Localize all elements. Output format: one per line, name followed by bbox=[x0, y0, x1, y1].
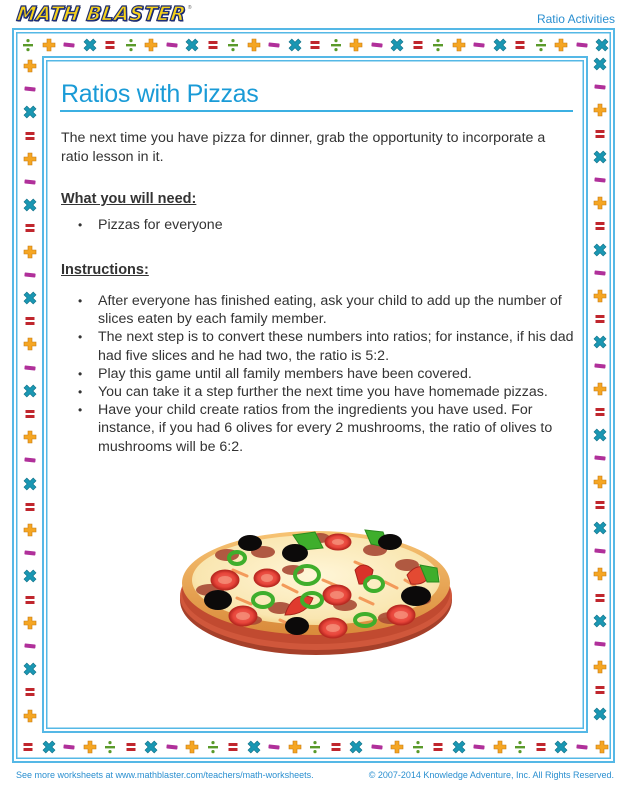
bullet: • bbox=[78, 366, 83, 381]
times-icon bbox=[23, 291, 37, 305]
minus-icon bbox=[23, 175, 37, 189]
divide-icon bbox=[513, 740, 527, 754]
plus-icon bbox=[144, 38, 158, 52]
equals-icon bbox=[23, 685, 37, 699]
minus-icon bbox=[165, 740, 179, 754]
needs-heading: What you will need: bbox=[61, 191, 197, 207]
equals-icon bbox=[206, 38, 220, 52]
equals-icon bbox=[534, 740, 548, 754]
plus-icon bbox=[593, 660, 607, 674]
times-icon bbox=[593, 243, 607, 257]
times-icon bbox=[593, 150, 607, 164]
plus-icon bbox=[390, 740, 404, 754]
plus-icon bbox=[593, 475, 607, 489]
instructions-heading: Instructions: bbox=[61, 262, 149, 278]
times-icon bbox=[593, 57, 607, 71]
plus-icon bbox=[23, 59, 37, 73]
plus-icon bbox=[23, 245, 37, 259]
intro-paragraph: The next time you have pizza for dinner, grab the opportunity to incorporate a ratio lesson in it. bbox=[61, 130, 546, 165]
minus-icon bbox=[267, 38, 281, 52]
equals-icon bbox=[23, 129, 37, 143]
plus-icon bbox=[23, 430, 37, 444]
divide-icon bbox=[534, 38, 548, 52]
logo-text: MATH BLASTER bbox=[15, 2, 188, 26]
equals-icon bbox=[23, 221, 37, 235]
footer-copyright: © 2007-2014 Knowledge Adventure, Inc. All Rights Reserved. bbox=[368, 770, 614, 780]
plus-icon bbox=[593, 382, 607, 396]
needs-item bbox=[61, 216, 223, 235]
minus-icon bbox=[23, 453, 37, 467]
times-icon bbox=[83, 38, 97, 52]
equals-icon bbox=[431, 740, 445, 754]
equals-icon bbox=[23, 407, 37, 421]
instruction-item bbox=[61, 365, 576, 383]
equals-icon bbox=[513, 38, 527, 52]
instruction-text: Have your child create ratios from the ingredients you have used. For instance, if you had 6 olives for every 2 mushrooms, the ratio of olives to mushrooms will be 6:2. bbox=[98, 402, 553, 455]
bullet: • bbox=[78, 403, 83, 418]
minus-icon bbox=[593, 173, 607, 187]
times-icon bbox=[595, 38, 609, 52]
bullet: • bbox=[78, 385, 83, 400]
times-icon bbox=[452, 740, 466, 754]
pizza-illustration bbox=[175, 520, 457, 660]
minus-icon bbox=[593, 451, 607, 465]
equals-icon bbox=[593, 498, 607, 512]
divide-icon bbox=[431, 38, 445, 52]
minus-icon bbox=[267, 740, 281, 754]
equals-icon bbox=[593, 312, 607, 326]
category-label: Ratio Activities bbox=[536, 12, 615, 26]
times-icon bbox=[390, 38, 404, 52]
plus-icon bbox=[554, 38, 568, 52]
plus-icon bbox=[247, 38, 261, 52]
registered-mark: ® bbox=[187, 5, 192, 11]
instruction-text: Play this game until all family members have been covered. bbox=[98, 365, 472, 382]
times-icon bbox=[185, 38, 199, 52]
plus-icon bbox=[42, 38, 56, 52]
bullet: • bbox=[78, 294, 83, 308]
divide-icon bbox=[124, 38, 138, 52]
plus-icon bbox=[185, 740, 199, 754]
minus-icon bbox=[165, 38, 179, 52]
page-title: Ratios with Pizzas bbox=[61, 80, 259, 108]
minus-icon bbox=[23, 361, 37, 375]
divide-icon bbox=[308, 740, 322, 754]
plus-icon bbox=[595, 740, 609, 754]
minus-icon bbox=[593, 637, 607, 651]
plus-icon bbox=[23, 709, 37, 723]
instruction-item bbox=[61, 292, 576, 328]
times-icon bbox=[593, 521, 607, 535]
minus-icon bbox=[23, 546, 37, 560]
minus-icon bbox=[575, 740, 589, 754]
equals-icon bbox=[226, 740, 240, 754]
instructions-list bbox=[61, 292, 576, 456]
plus-icon bbox=[23, 523, 37, 537]
equals-icon bbox=[23, 500, 37, 514]
minus-icon bbox=[62, 740, 76, 754]
plus-icon bbox=[23, 616, 37, 630]
times-icon bbox=[23, 477, 37, 491]
divide-icon bbox=[411, 740, 425, 754]
equals-icon bbox=[23, 593, 37, 607]
equals-icon bbox=[593, 591, 607, 605]
plus-icon bbox=[593, 103, 607, 117]
divide-icon bbox=[329, 38, 343, 52]
instruction-text: You can take it a step further the next time you have homemade pizzas. bbox=[98, 384, 548, 401]
times-icon bbox=[23, 569, 37, 583]
needs-item-text: Pizzas for everyone bbox=[98, 217, 223, 233]
pizza-icon bbox=[175, 520, 457, 660]
plus-icon bbox=[593, 567, 607, 581]
plus-icon bbox=[83, 740, 97, 754]
minus-icon bbox=[23, 268, 37, 282]
times-icon bbox=[23, 105, 37, 119]
plus-icon bbox=[593, 289, 607, 303]
title-underline-divider bbox=[60, 110, 573, 112]
minus-icon bbox=[23, 639, 37, 653]
instruction-item bbox=[61, 383, 576, 401]
equals-icon bbox=[308, 38, 322, 52]
equals-icon bbox=[124, 740, 138, 754]
minus-icon bbox=[370, 740, 384, 754]
needs-list bbox=[61, 216, 223, 235]
plus-icon bbox=[452, 38, 466, 52]
minus-icon bbox=[593, 80, 607, 94]
plus-icon bbox=[23, 152, 37, 166]
minus-icon bbox=[593, 544, 607, 558]
divide-icon bbox=[103, 740, 117, 754]
divide-icon bbox=[226, 38, 240, 52]
math-blaster-logo bbox=[17, 3, 192, 27]
plus-icon bbox=[23, 337, 37, 351]
footer-worksheets-link[interactable]: See more worksheets at www.mathblaster.com/teachers/math-worksheets. bbox=[16, 770, 314, 780]
equals-icon bbox=[329, 740, 343, 754]
plus-icon bbox=[493, 740, 507, 754]
equals-icon bbox=[411, 38, 425, 52]
divide-icon bbox=[206, 740, 220, 754]
minus-icon bbox=[62, 38, 76, 52]
instruction-text: After everyone has finished eating, ask your child to add up the number of slices eaten by each family member. bbox=[98, 293, 562, 328]
times-icon bbox=[554, 740, 568, 754]
equals-icon bbox=[593, 127, 607, 141]
times-icon bbox=[23, 198, 37, 212]
plus-icon bbox=[349, 38, 363, 52]
times-icon bbox=[593, 335, 607, 349]
times-icon bbox=[593, 707, 607, 721]
bullet: • bbox=[78, 330, 83, 345]
plus-icon bbox=[288, 740, 302, 754]
equals-icon bbox=[593, 683, 607, 697]
times-icon bbox=[144, 740, 158, 754]
minus-icon bbox=[593, 266, 607, 280]
times-icon bbox=[42, 740, 56, 754]
equals-icon bbox=[103, 38, 117, 52]
times-icon bbox=[288, 38, 302, 52]
minus-icon bbox=[575, 38, 589, 52]
plus-icon bbox=[593, 196, 607, 210]
divide-icon bbox=[21, 38, 35, 52]
equals-icon bbox=[21, 740, 35, 754]
equals-icon bbox=[593, 219, 607, 233]
times-icon bbox=[593, 614, 607, 628]
times-icon bbox=[23, 662, 37, 676]
times-icon bbox=[493, 38, 507, 52]
minus-icon bbox=[23, 82, 37, 96]
minus-icon bbox=[472, 38, 486, 52]
times-icon bbox=[593, 428, 607, 442]
times-icon bbox=[349, 740, 363, 754]
minus-icon bbox=[472, 740, 486, 754]
instruction-item bbox=[61, 328, 576, 364]
minus-icon bbox=[370, 38, 384, 52]
equals-icon bbox=[23, 314, 37, 328]
times-icon bbox=[23, 384, 37, 398]
times-icon bbox=[247, 740, 261, 754]
instruction-text: The next step is to convert these numbers into ratios; for instance, if his dad had five slices and he had two, the ratio is 5:2. bbox=[98, 329, 574, 364]
bullet: • bbox=[78, 218, 83, 232]
equals-icon bbox=[593, 405, 607, 419]
minus-icon bbox=[593, 359, 607, 373]
instruction-item bbox=[61, 401, 576, 456]
